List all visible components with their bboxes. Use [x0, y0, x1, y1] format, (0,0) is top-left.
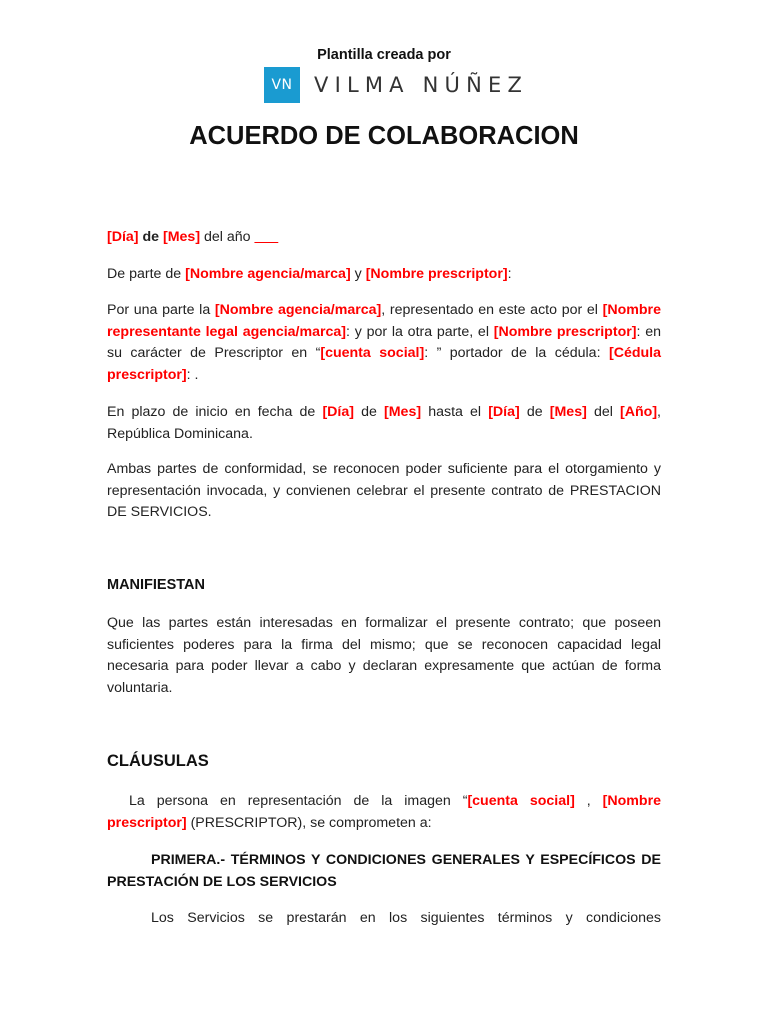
template-credit: Plantilla creada por — [317, 47, 451, 63]
placeholder-end-day: [Día] — [488, 404, 520, 420]
parties-suffix: : — [507, 266, 512, 282]
manifiestan-paragraph: Que las partes están interesadas en formalizar el presente contrato; que poseen suficientes poderes para la firma del mismo; que se reconocen capacidad legal necesaria para poder llevar a cabo y declaran expresamente que actúan de forma voluntaria. — [107, 615, 661, 696]
placeholder-agency: [Nombre agencia/marca] — [185, 266, 351, 282]
rep-text-6: : . — [186, 366, 199, 383]
primera-heading: PRIMERA.- TÉRMINOS Y CONDICIONES GENERALES Y ESPECÍFICOS DE PRESTACIÓN DE LOS SERVICIOS — [107, 852, 661, 890]
placeholder-month: [Mes] — [163, 229, 201, 245]
representation-paragraph — [107, 300, 661, 386]
primera-paragraph: Los Servicios se prestarán en los siguientes términos y condiciones — [151, 910, 661, 926]
placeholder-start-month: [Mes] — [384, 404, 422, 420]
clausulas-text-3: (PRESCRIPTOR), se comprometen a: — [190, 814, 432, 831]
rep-text-4: : en su carácter de Prescriptor en “ — [107, 323, 661, 361]
clausulas-paragraph — [107, 791, 661, 834]
rep-text-5: : ” portador de la cédula: — [424, 345, 601, 361]
term-de-2: de — [526, 404, 543, 420]
placeholder-legal-rep: [Nombre representante legal agencia/marca] — [107, 302, 661, 340]
logo-badge: VN — [264, 67, 300, 103]
manifiestan-heading: MANIFIESTAN — [107, 577, 206, 593]
term-text-2: hasta el — [428, 404, 482, 420]
placeholder-agency: [Nombre agencia/marca] — [214, 302, 382, 318]
rep-text-3: : y por la otra parte, el — [346, 323, 489, 340]
date-de: de — [142, 229, 160, 245]
clausulas-heading: CLÁUSULAS — [107, 752, 209, 770]
brand-logo — [264, 67, 528, 103]
placeholder-social-account: [cuenta social] — [467, 793, 575, 809]
rep-text-2: , representado en este acto por el — [381, 302, 598, 318]
parties-prefix: De parte de — [107, 266, 182, 282]
document-title: ACUERDO DE COLABORACION — [189, 122, 579, 150]
placeholder-year: [Año] — [620, 404, 658, 420]
term-de-1: de — [361, 404, 377, 420]
year-text: del año — [204, 229, 251, 245]
parties-and: y — [354, 266, 362, 282]
term-text-1: En plazo de inicio en fecha de — [107, 404, 316, 420]
placeholder-prescriber: [Nombre prescriptor] — [493, 323, 637, 340]
placeholder-social-account: [cuenta social] — [320, 345, 425, 361]
clausulas-text-1: La persona en representación de la imagen “ — [129, 793, 468, 809]
term-text-3: , República Dominicana. — [107, 404, 661, 442]
placeholder-start-day: [Día] — [322, 404, 354, 420]
parties-line — [107, 264, 661, 286]
placeholder-day: [Día] — [107, 229, 139, 245]
rep-text-1: Por una parte la — [107, 302, 211, 318]
placeholder-id: [Cédula prescriptor] — [107, 345, 661, 383]
clausulas-text-2: , — [574, 793, 591, 809]
agreement-paragraph: Ambas partes de conformidad, se reconocen poder suficiente para el otorgamiento y representación invocada, y convienen celebrar el presente contrato de PRESTACION DE SERVICIOS. — [107, 461, 661, 520]
placeholder-year: ___ — [254, 229, 279, 245]
date-line — [107, 227, 661, 249]
term-del: del — [593, 404, 613, 420]
logo-name: VILMA NÚÑEZ — [314, 73, 529, 97]
term-paragraph — [107, 402, 661, 445]
placeholder-prescriber: [Nombre prescriptor] — [365, 266, 508, 282]
placeholder-end-month: [Mes] — [549, 404, 587, 420]
placeholder-prescriber: [Nombre prescriptor] — [107, 793, 661, 831]
